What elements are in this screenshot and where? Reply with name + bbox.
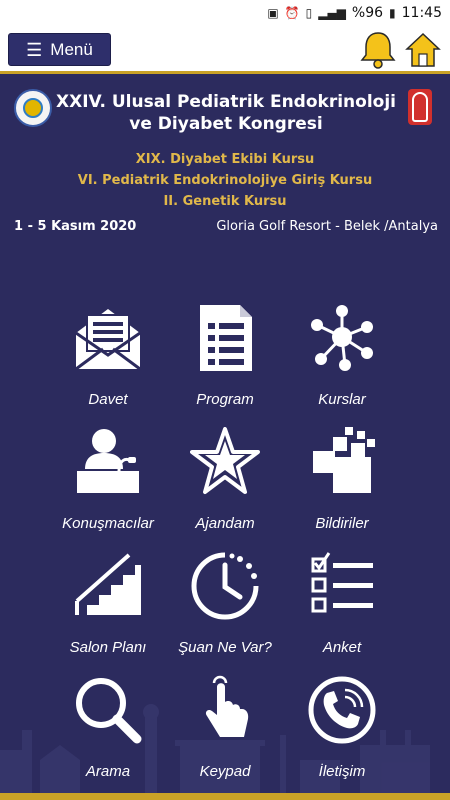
title-line-1: XXIV. Ulusal Pediatrik Endokrinoloji	[56, 92, 396, 112]
vibrate-icon: ▯	[305, 6, 313, 20]
congress-title	[56, 91, 396, 135]
tile-arama[interactable]	[43, 675, 173, 795]
tile-label: Anket	[322, 639, 362, 656]
tile-label: Program	[196, 391, 254, 408]
clock-time: 11:45	[401, 5, 442, 21]
tile-konusmacilar[interactable]	[43, 427, 173, 547]
home-icon[interactable]	[404, 30, 442, 70]
status-bar	[0, 0, 450, 26]
tile-bildiriler[interactable]	[277, 427, 407, 547]
tile-label: Keypad	[199, 763, 251, 780]
stairs-icon	[73, 551, 143, 621]
tile-label: Bildiriler	[315, 515, 369, 532]
clock-icon	[190, 551, 260, 621]
tile-label: Ajandam	[195, 515, 255, 532]
tile-label: Salon Planı	[69, 639, 147, 656]
event-date: 1 - 5 Kasım 2020	[14, 219, 137, 234]
network-icon	[307, 303, 377, 373]
society-logo	[14, 89, 52, 127]
course-3: II. Genetik Kursu	[163, 194, 287, 209]
touch-hand-icon	[190, 675, 260, 745]
checklist-icon	[307, 551, 377, 621]
main-menu-grid	[0, 247, 450, 800]
alarm-icon: ⏰	[284, 6, 300, 20]
tile-davet[interactable]	[43, 303, 173, 423]
tile-suan-ne-var[interactable]	[160, 551, 290, 671]
tile-salon-plani[interactable]	[43, 551, 173, 671]
tile-ajandam[interactable]	[160, 427, 290, 547]
menu-button[interactable]	[8, 33, 111, 66]
signal-icon: ▂▄▆	[318, 6, 346, 20]
course-2: VI. Pediatrik Endokrinolojiye Giriş Kursu	[77, 173, 373, 188]
tile-anket[interactable]	[277, 551, 407, 671]
university-logo	[408, 89, 432, 125]
tile-label: Davet	[88, 391, 128, 408]
course-1: XIX. Diyabet Ekibi Kursu	[135, 152, 315, 167]
battery-icon: ▮	[389, 6, 396, 20]
tile-iletisim[interactable]	[277, 675, 407, 795]
bottom-accent-bar	[0, 793, 450, 800]
event-venue: Gloria Golf Resort - Belek /Antalya	[216, 219, 438, 234]
congress-header	[0, 77, 450, 247]
phone-icon	[307, 675, 377, 745]
tile-label: İletişim	[318, 763, 366, 780]
hamburger-icon: ☰	[26, 39, 43, 60]
tile-label: Şuan Ne Var?	[178, 639, 272, 656]
search-icon	[73, 675, 143, 745]
menu-button-label: Menü	[50, 39, 93, 59]
document-list-icon	[190, 303, 260, 373]
title-line-2: ve Diyabet Kongresi	[129, 114, 323, 134]
app-bar	[0, 26, 450, 74]
star-icon	[190, 427, 260, 497]
squares-icon	[307, 427, 377, 497]
tile-label: Arama	[85, 763, 131, 780]
bell-icon[interactable]	[359, 30, 397, 70]
tile-keypad[interactable]	[160, 675, 290, 795]
tile-kurslar[interactable]	[277, 303, 407, 423]
tile-label: Kurslar	[318, 391, 366, 408]
envelope-icon	[73, 303, 143, 373]
notification-icon: ▣	[267, 6, 279, 20]
tile-label: Konuşmacılar	[62, 515, 154, 532]
speaker-podium-icon	[73, 427, 143, 497]
tile-program[interactable]	[160, 303, 290, 423]
battery-percent: %96	[351, 5, 384, 21]
